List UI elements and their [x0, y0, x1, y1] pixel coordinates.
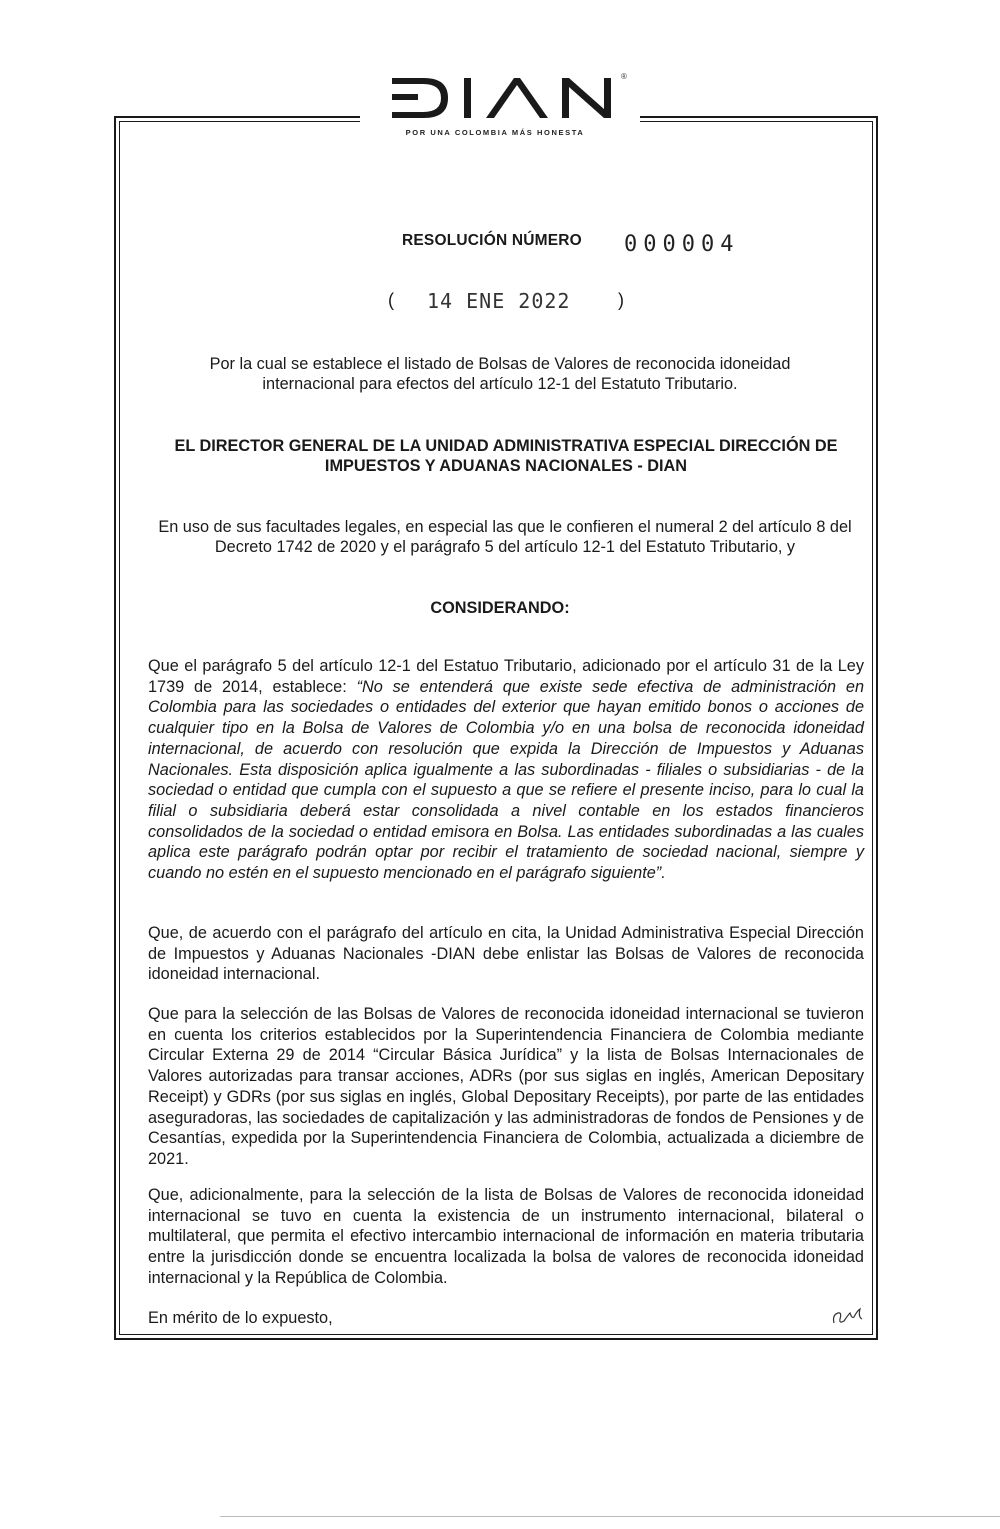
paragraph-5: En mérito de lo expuesto, — [148, 1309, 333, 1327]
date-close-paren: ) — [618, 290, 624, 310]
scan-bottom-edge — [220, 1516, 1000, 1517]
paragraph-1-intro: Que el parágrafo 5 del artículo 12-1 del Estatuo Tributario, adicionado por el artículo 31 de la Ley 1739 de 2014, establece: — [148, 657, 864, 696]
date-stamp: 14 ENE 2022 — [427, 289, 571, 313]
considering-heading: CONSIDERANDO: — [430, 599, 570, 617]
resolution-label: RESOLUCIÓN NÚMERO — [402, 232, 582, 249]
paragraph-4: Que, adicionalmente, para la selección de la lista de Bolsas de Valores de reconocida idoneidad internacional se tuvo en cuenta la existencia de un instrumento internacional, bilateral o multilateral, que permita el efectivo intercambio internacional de información en materia tributaria entre la jurisdicción donde se encuentra localizada la bolsa de valores de reconocida idoneidad internacional y la República de Colombia. — [148, 1186, 864, 1287]
logo-tagline: POR UNA COLOMBIA MÁS HONESTA — [405, 128, 585, 137]
issuer-heading: EL DIRECTOR GENERAL DE LA UNIDAD ADMINISTRATIVA ESPECIAL DIRECCIÓN DE IMPUESTOS Y ADUANAS NACIONALES - DIAN — [174, 437, 838, 475]
resolution-subject: Por la cual se establece el listado de Bolsas de Valores de reconocida idoneidad internacional para efectos del artículo 12-1 del Estatuto Tributario. — [209, 355, 791, 393]
legal-powers: En uso de sus facultades legales, en especial las que le confieren el numeral 2 del artículo 8 del Decreto 1742 de 2020 y el parágrafo 5 del artículo 12-1 del Estatuto Tributario, y — [158, 518, 852, 556]
dian-logo-mark — [390, 72, 620, 124]
paragraph-1-quote: “No se entenderá que existe sede efectiva de administración en Colombia para las sociedades o entidades del exterior que hayan emitido bonos o acciones de cualquier tipo en la Bolsa de Valores de Colombia y/o en una bolsa de reconocida idoneidad internacional, de acuerdo con resolución que expida la Dirección de Impuestos y Aduanas Nacionales. Esta disposición aplica igualmente a las subordinadas - filiales o subsidiarias - de la sociedad o entidad que cumpla con el supuesto a que se refiere el presente inciso, para lo cual la filial o subsidiaria deberá estar consolidada a nivel contable en los estados financieros consolidados de la sociedad o entidad emisora en Bolsa. Las entidades subordinadas a las cuales aplica este parágrafo podrán optar por recibir el tratamiento de sociedad nacional, siempre y cuando no estén en el supuesto mencionado en el parágrafo siguiente”. — [148, 677, 864, 883]
registered-mark: ® — [621, 72, 627, 81]
paragraph-2: Que, de acuerdo con el parágrafo del artículo en cita, la Unidad Administrativa Especial Dirección de Impuestos y Aduanas Nacionales -DIAN debe enlistar las Bolsas de Valores de reconocida idoneidad internacional. — [148, 924, 864, 984]
resolution-number: 000004 — [624, 232, 740, 257]
dian-logo — [360, 70, 640, 150]
handwritten-initials — [830, 1303, 866, 1329]
paragraph-3: Que para la selección de las Bolsas de Valores de reconocida idoneidad internacional se tuvieron en cuenta los criterios establecidos por la Superintendencia Financiera de Colombia mediante Circular Externa 29 de 2014 “Circular Básica Jurídica” y la lista de Bolsas Internacionales de Valores autorizadas para transar acciones, ADRs (por sus siglas en inglés, American Depositary Receipt) y GDRs (por sus siglas en inglés, Global Depositary Receipts), por parte de las entidades aseguradoras, las sociedades de capitalización y las administradoras de fondos de Pensiones y de Cesantías, expedida por la Superintendencia Financiera de Colombia, actualizada a diciembre de 2021. — [148, 1005, 864, 1168]
date-open-paren: ( — [388, 290, 394, 310]
paragraph-1 — [148, 656, 864, 884]
